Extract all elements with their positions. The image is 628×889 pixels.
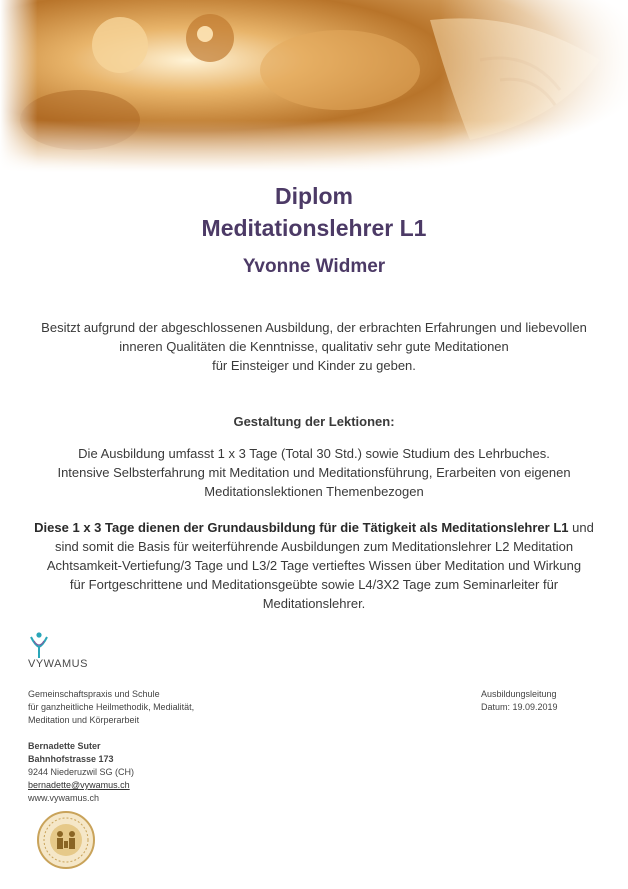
contact-city: 9244 Niederuzwil SG (CH) [28, 767, 135, 777]
header-banner-image [0, 0, 628, 172]
contact-name: Bernadette Suter [28, 741, 101, 751]
contact-info [28, 740, 134, 805]
logo-wordmark: VYWAMUS [28, 658, 88, 670]
lessons-line: Intensive Selbsterfahrung mit Meditation und Meditationsführung, Erarbeiten von eigenen [57, 465, 571, 480]
training-date: Datum: 19.09.2019 [481, 702, 558, 712]
diploma-subtitle: Meditationslehrer L1 [201, 215, 427, 241]
lessons-paragraph [20, 444, 608, 501]
intro-line: Besitzt aufgrund der abgeschlossenen Ausbildung, der erbrachten Erfahrungen und liebevollen [41, 320, 587, 335]
lessons-line: Meditationslektionen Themenbezogen [204, 484, 424, 499]
summary-line: sind somit die Basis für weiterführende Ausbildungen zum Meditationslehrer L2 Meditation [54, 539, 574, 554]
vywamus-logo-icon [28, 631, 108, 679]
training-label: Ausbildungsleitung [481, 689, 557, 699]
intro-line: für Einsteiger und Kinder zu geben. [212, 358, 416, 373]
gold-seal-icon [36, 810, 96, 870]
training-info [481, 688, 558, 714]
intro-paragraph [20, 318, 608, 375]
diploma-title: Diplom [275, 183, 353, 209]
org-line: Meditation und Körperarbeit [28, 715, 140, 725]
contact-website-link[interactable]: www.vywamus.ch [28, 793, 100, 803]
org-line: für ganzheitliche Heilmethodik, Medialität, [28, 702, 195, 712]
contact-email-link[interactable]: bernadette@vywamus.ch [28, 780, 130, 790]
summary-line [20, 518, 608, 537]
summary-paragraph [20, 518, 608, 613]
summary-bold-tail: und [568, 520, 594, 535]
summary-line: Achtsamkeit-Vertiefung/3 Tage und L3/2 Tage vertieftes Wissen über Meditation und Wirkung [46, 558, 582, 573]
organization-info [28, 688, 194, 727]
summary-line: Meditationslehrer. [262, 596, 366, 611]
summary-line: für Fortgeschrittene und Meditationsgeübte sowie L4/3X2 Tage zum Seminarleiter für [69, 577, 559, 592]
recipient-name: Yvonne Widmer [242, 256, 386, 277]
lessons-heading: Gestaltung der Lektionen: [233, 414, 395, 429]
summary-bold-text: Diese 1 x 3 Tage dienen der Grundausbildung für die Tätigkeit als Meditationslehrer L1 [34, 520, 569, 535]
contact-street: Bahnhofstrasse 173 [28, 754, 114, 764]
intro-line: inneren Qualitäten die Kenntnisse, qualitativ sehr gute Meditationen [119, 339, 509, 354]
org-line: Gemeinschaftspraxis und Schule [28, 689, 160, 699]
lessons-line: Die Ausbildung umfasst 1 x 3 Tage (Total 30 Std.) sowie Studium des Lehrbuches. [78, 446, 550, 461]
